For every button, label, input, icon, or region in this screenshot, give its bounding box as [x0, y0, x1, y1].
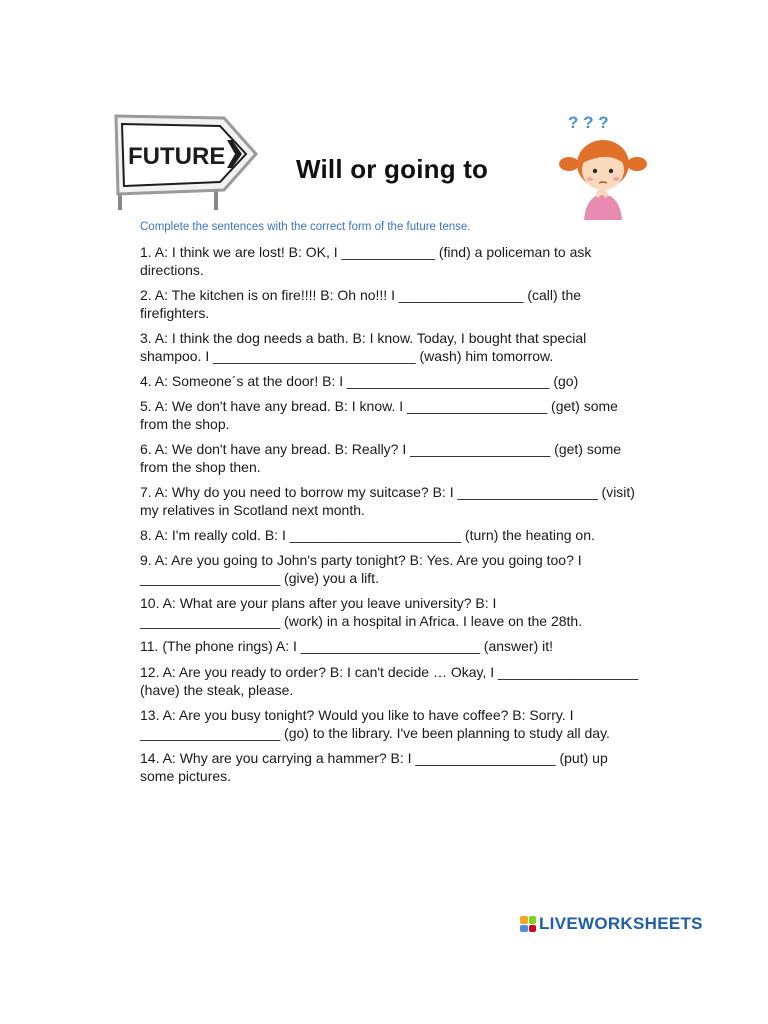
eye-left — [593, 169, 597, 173]
question-list — [140, 243, 640, 785]
arm — [598, 198, 602, 212]
eye-right — [609, 169, 613, 173]
sign-text: FUTURE — [128, 143, 226, 170]
question-1: 1. A: I think we are lost! B: OK, I ____________ (find) a policeman to ask directions. — [140, 244, 592, 278]
cheek-right — [613, 177, 619, 181]
question-10: 10. A: What are your plans after you leave university? B: I __________________ (work) in a hospital in Africa. I leave on the 28th. — [140, 595, 583, 629]
question-4: 4. A: Someone´s at the door! B: I __________________________ (go) — [140, 373, 579, 389]
liveworksheets-logo-icon — [520, 916, 536, 932]
question-6: 6. A: We don't have any bread. B: Really? I __________________ (get) some from the shop then. — [140, 441, 622, 475]
question-12: 12. A: Are you ready to order? B: I can't decide … Okay, I __________________ (have) the steak, please. — [140, 664, 639, 698]
question-14: 14. A: Why are you carrying a hammer? B: I __________________ (put) up some pictures. — [140, 750, 608, 784]
instructions-text: Complete the sentences with the correct form of the future tense. — [140, 221, 471, 233]
question-9: 9. A: Are you going to John's party tonight? B: Yes. Are you going too? I __________________ (give) you a lift. — [140, 552, 582, 586]
question-8: 8. A: I'm really cold. B: I ______________________ (turn) the heating on. — [140, 527, 595, 543]
question-2: 2. A: The kitchen is on fire!!!! B: Oh no!!! I ________________ (call) the firefighters. — [140, 287, 582, 321]
puzzled-girl-illustration — [552, 108, 652, 220]
question-13: 13. A: Are you busy tonight? Would you like to have coffee? B: Sorry. I __________________ (go) to the library. I've been planning to study all day. — [140, 707, 610, 741]
pigtail-left — [559, 157, 579, 171]
question-5: 5. A: We don't have any bread. B: I know. I __________________ (get) some from the shop. — [140, 398, 618, 432]
question-11: 11. (The phone rings) A: I _______________________ (answer) it! — [140, 638, 554, 654]
pigtail-right — [627, 157, 647, 171]
brand-name: LIVEWORKSHEETS — [539, 914, 703, 933]
question-7: 7. A: Why do you need to borrow my suitcase? B: I __________________ (visit) my relatives in Scotland next month. — [140, 484, 635, 518]
page-title: Will or going to — [296, 154, 489, 184]
question-marks: ? ? ? — [568, 113, 609, 132]
liveworksheets-logo — [520, 913, 703, 935]
cheek-left — [587, 177, 593, 181]
future-road-sign — [114, 114, 258, 210]
question-3: 3. A: I think the dog needs a bath. B: I know. Today, I bought that special shampoo. I __________________________ (wash) him tomorrow. — [140, 330, 587, 364]
